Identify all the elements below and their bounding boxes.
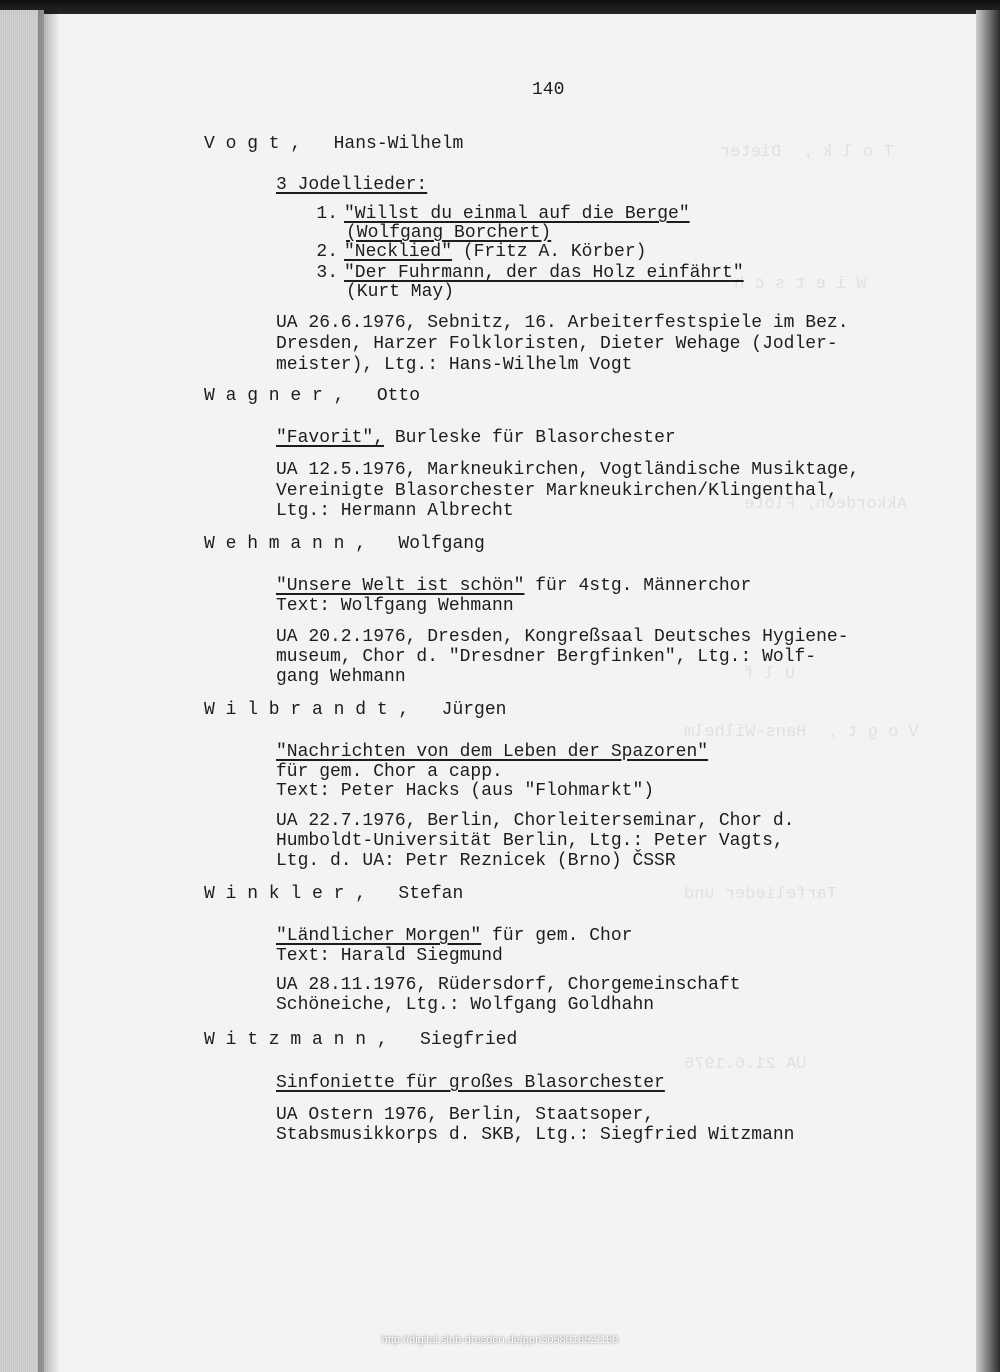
ua-line: UA Ostern 1976, Berlin, Staatsoper, (276, 1105, 655, 1125)
work-title-winkler (276, 925, 632, 947)
text-line: Text: Wolfgang Wehmann (276, 596, 514, 616)
ua-line: UA 12.5.1976, Markneukirchen, Vogtländische Musiktage, (276, 460, 860, 480)
item-title: "Necklied" (344, 242, 453, 262)
work-description: für gem. Chor (481, 926, 633, 946)
composer-name-winkler: W i n k l e r , Stefan (204, 884, 464, 904)
ua-line: Ltg. d. UA: Petr Reznicek (Brno) ČSSR (276, 851, 676, 871)
text-line: Text: Harald Siegmund (276, 946, 503, 966)
page-number: 140 (532, 80, 565, 100)
item-number: 3. (316, 263, 338, 283)
work-title-text: "Unsere Welt ist schön" (276, 576, 525, 596)
ua-line: Dresden, Harzer Folkloristen, Dieter Wehage (Jodler- (276, 334, 838, 354)
work-title-wilbrandt (276, 741, 708, 763)
ua-line: Ltg.: Hermann Albrecht (276, 501, 514, 521)
ua-line: Vereinigte Blasorchester Markneukirchen/Klingenthal, (276, 481, 838, 501)
ua-line: Stabsmusikkorps d. SKB, Ltg.: Siegfried Witzmann (276, 1125, 795, 1145)
composer-name-wagner: W a g n e r , Otto (204, 386, 421, 406)
work-title-vogt (276, 174, 427, 196)
ua-line: Schöneiche, Ltg.: Wolfgang Goldhahn (276, 995, 655, 1015)
ua-line: UA 20.2.1976, Dresden, Kongreßsaal Deutsches Hygiene- (276, 627, 849, 647)
item-continuation: (Wolfgang Borchert) (346, 223, 552, 243)
work-title-text: Sinfoniette für großes Blasorchester (276, 1073, 665, 1093)
composer-name-wehmann: W e h m a n n , Wolfgang (204, 534, 485, 554)
list-item (298, 241, 646, 263)
work-title-text: "Nachrichten von dem Leben der Spazoren" (276, 742, 709, 762)
work-title-text: "Favorit", (276, 428, 385, 448)
ua-line: UA 26.6.1976, Sebnitz, 16. Arbeiterfestspiele im Bez. (276, 313, 849, 333)
footer-url: http://digital.slub-dresden.de/ppn30580165Z/150 (381, 1334, 619, 1346)
work-title-wehmann (276, 575, 751, 597)
work-title-text: "Ländlicher Morgen" (276, 926, 482, 946)
ua-line: meister), Ltg.: Hans-Wilhelm Vogt (276, 355, 633, 375)
work-title-witzmann (276, 1072, 665, 1094)
work-title-wagner (276, 427, 676, 449)
composer-name-witzmann: W i t z m a n n , Siegfried (204, 1030, 518, 1050)
ua-line: UA 22.7.1976, Berlin, Chorleiterseminar, Chor d. (276, 811, 795, 831)
item-title: "Der Fuhrmann, der das Holz einfährt" (344, 263, 744, 283)
item-number: 1. (316, 204, 338, 224)
list-item-cont (346, 281, 454, 303)
ua-line: gang Wehmann (276, 667, 406, 687)
ua-line: museum, Chor d. "Dresdner Bergfinken", Ltg.: Wolf- (276, 647, 817, 667)
ua-line: Humboldt-Universität Berlin, Ltg.: Peter Vagts, (276, 831, 784, 851)
item-number: 2. (316, 242, 338, 262)
work-title-text: 3 Jodellieder: (276, 175, 428, 195)
work-description: Burleske für Blasorchester (384, 428, 676, 448)
work-description: für 4stg. Männerchor (524, 576, 752, 596)
composer-name-vogt: V o g t , Hans-Wilhelm (204, 134, 464, 154)
ua-line: UA 28.11.1976, Rüdersdorf, Chorgemeinschaft (276, 975, 741, 995)
item-extra: (Fritz A. Körber) (452, 242, 647, 262)
composer-name-wilbrandt: W i l b r a n d t , Jürgen (204, 700, 507, 720)
text-line: Text: Peter Hacks (aus "Flohmarkt") (276, 781, 655, 801)
sub-line: für gem. Chor a capp. (276, 762, 503, 782)
item-title: "Willst du einmal auf die Berge" (344, 204, 690, 224)
item-continuation: (Kurt May) (346, 282, 455, 302)
